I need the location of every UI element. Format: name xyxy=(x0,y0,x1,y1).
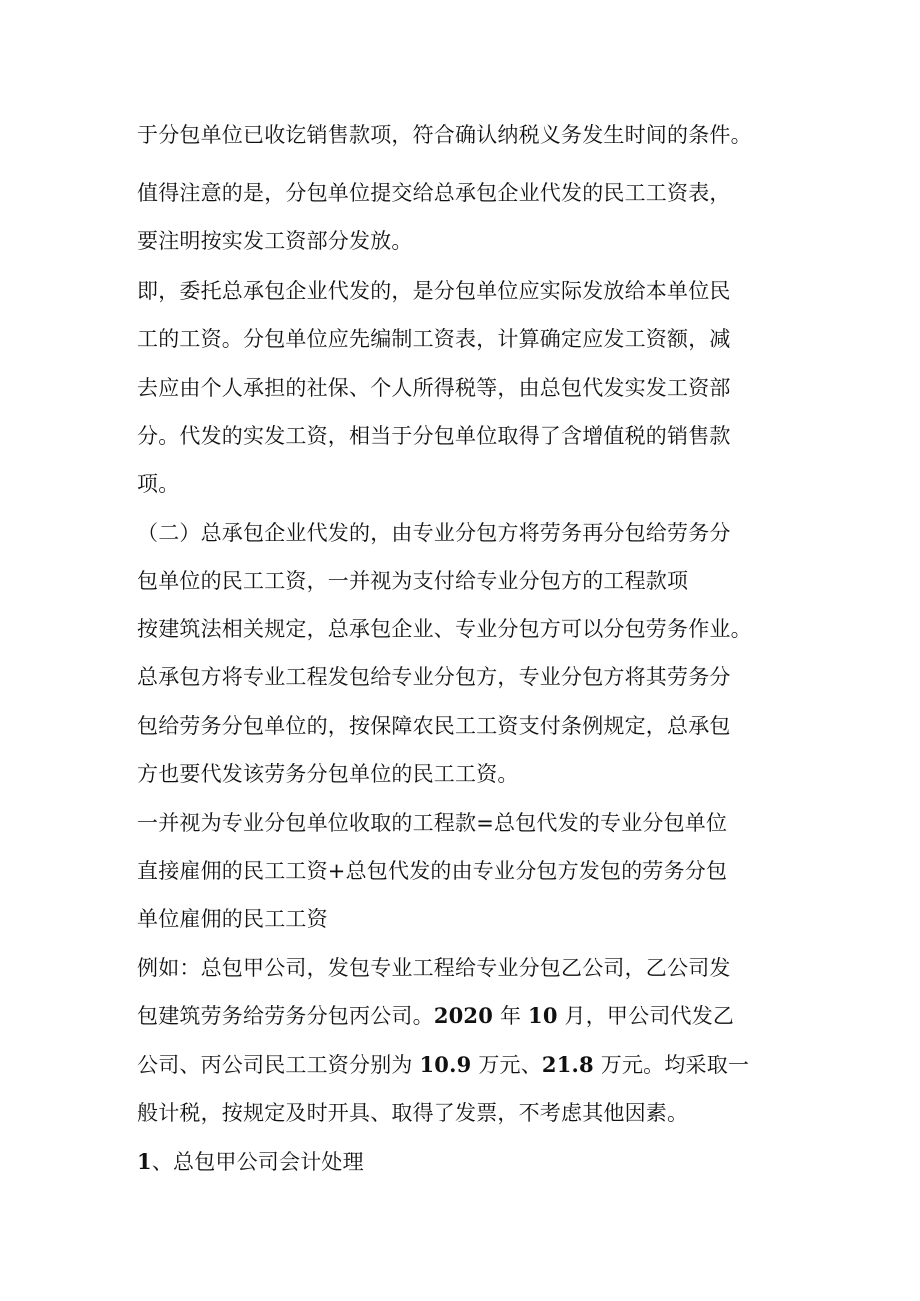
paragraph-line: 般计税，按规定及时开具、取得了发票，不考虑其他因素。 xyxy=(137,1101,689,1125)
paragraph-line: 工的工资。分包单位应先编制工资表，计算确定应发工资额，减 xyxy=(137,327,731,351)
section-heading-line: （二）总承包企业代发的，由专业分包方将劳务再分包给劳务分 xyxy=(137,521,731,545)
paragraph-line: 项。 xyxy=(137,472,180,496)
section-heading-line: 包单位的民工工资，一并视为支付给专业分包方的工程款项 xyxy=(137,569,689,593)
year-value: 2020 xyxy=(433,1003,494,1028)
paragraph-line: 要注明按实发工资部分发放。 xyxy=(137,229,413,253)
text-span: 万元、 xyxy=(471,1053,542,1077)
text-span: 月，甲公司代发乙 xyxy=(557,1004,735,1028)
paragraph-line: 分。代发的实发工资，相当于分包单位取得了含增值税的销售款 xyxy=(137,424,731,448)
text-span: 万元。均采取一 xyxy=(593,1053,750,1077)
text-span: 公司、丙公司民工工资分别为 xyxy=(137,1053,420,1077)
section-number: 1 xyxy=(137,1149,152,1174)
paragraph-line: 于分包单位已收讫销售款项，符合确认纳税义务发生时间的条件。 xyxy=(137,123,752,147)
paragraph-line: 例如：总包甲公司，发包专业工程给专业分包乙公司，乙公司发 xyxy=(137,956,731,980)
paragraph-line xyxy=(137,1001,734,1031)
paragraph-line: 总承包方将专业工程发包给专业分包方，专业分包方将其劳务分 xyxy=(137,665,731,689)
paragraph-line: 方也要代发该劳务分包单位的民工工资。 xyxy=(137,762,519,786)
paragraph-line: 值得注意的是，分包单位提交给总承包企业代发的民工工资表， xyxy=(137,181,731,205)
paragraph-line: 按建筑法相关规定，总承包企业、专业分包方可以分包劳务作业。 xyxy=(137,617,752,641)
paragraph-line: 直接雇佣的民工工资+总包代发的由专业分包方发包的劳务分包 xyxy=(137,859,728,883)
subsection-heading xyxy=(137,1147,364,1177)
text-span: 包建筑劳务给劳务分包丙公司。 xyxy=(137,1004,434,1028)
text-span: 年 xyxy=(493,1004,529,1028)
amount-value: 21.8 xyxy=(541,1052,594,1077)
month-value: 10 xyxy=(528,1003,558,1028)
paragraph-line: 单位雇佣的民工工资 xyxy=(137,907,328,931)
paragraph-line: 包给劳务分包单位的，按保障农民工工资支付条例规定，总承包 xyxy=(137,714,731,738)
amount-value: 10.9 xyxy=(419,1052,472,1077)
paragraph-line xyxy=(137,1050,749,1080)
paragraph-line: 即，委托总承包企业代发的，是分包单位应实际发放给本单位民 xyxy=(137,279,731,303)
paragraph-line: 一并视为专业分包单位收取的工程款=总包代发的专业分包单位 xyxy=(137,811,728,835)
paragraph-line: 去应由个人承担的社保、个人所得税等，由总包代发实发工资部 xyxy=(137,376,731,400)
section-title: 、总包甲公司会计处理 xyxy=(151,1150,364,1174)
